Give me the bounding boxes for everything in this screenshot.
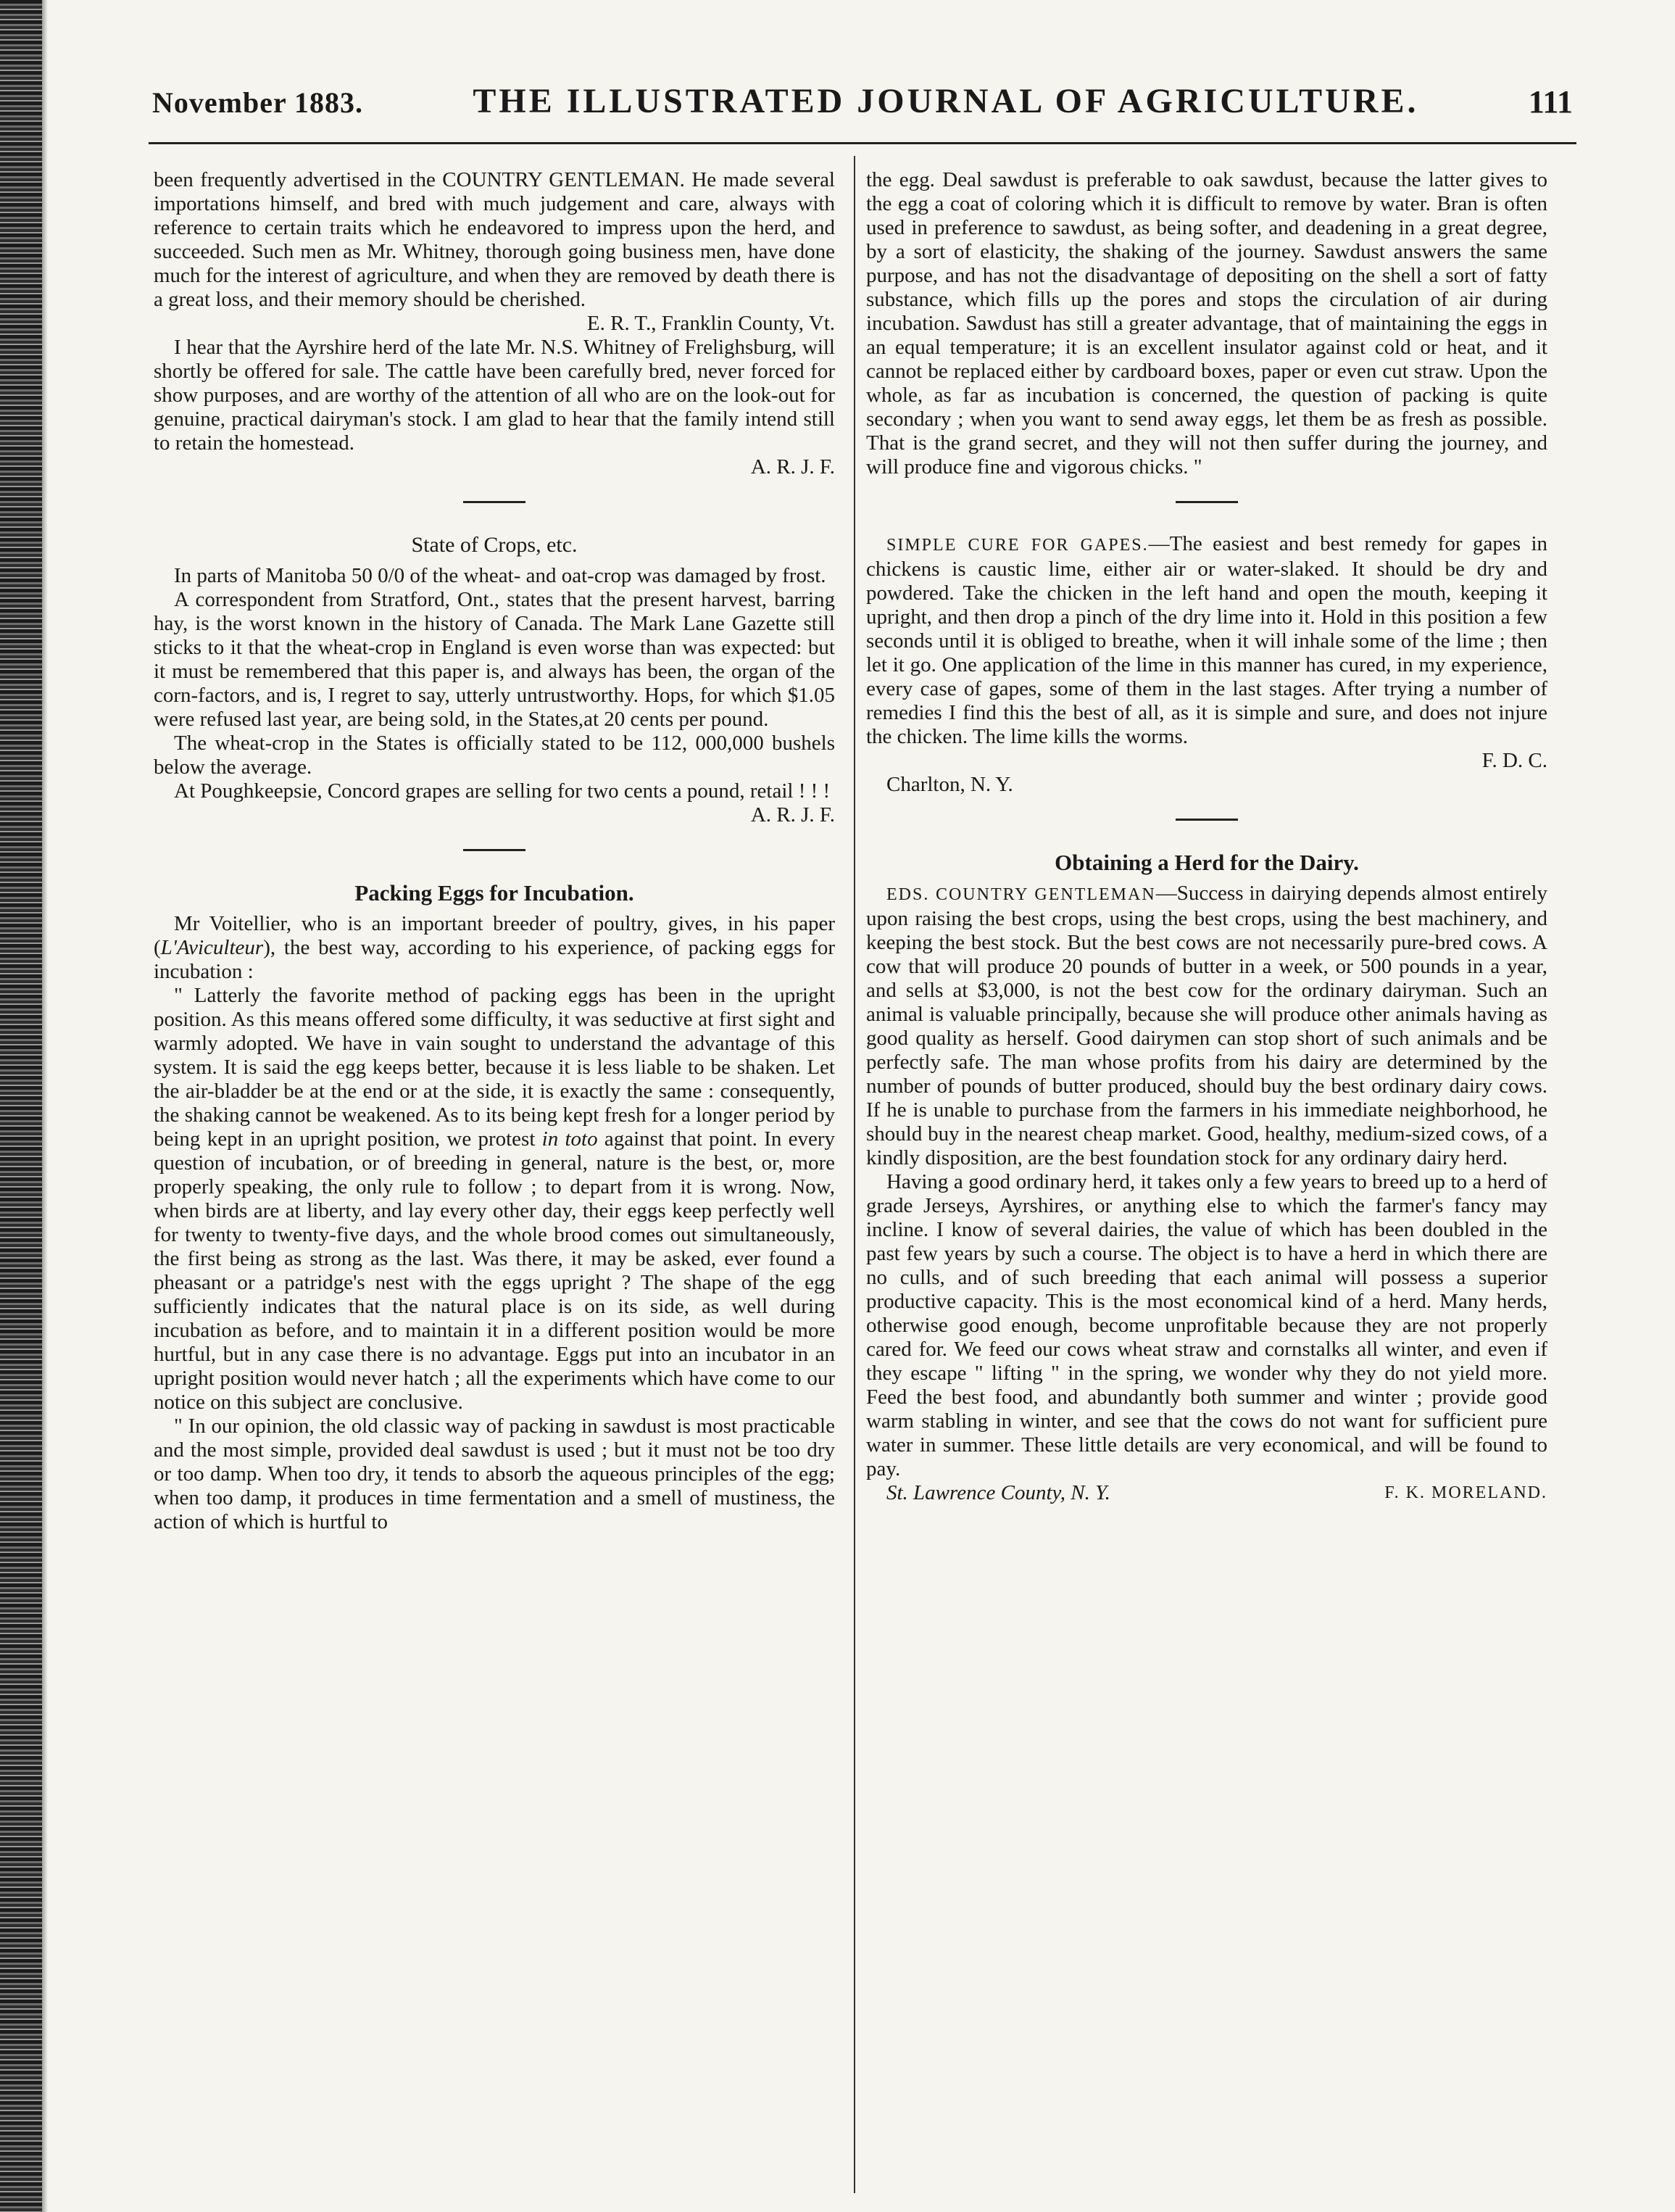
signature-ert: E. R. T., Franklin County, Vt. bbox=[586, 312, 835, 335]
herd-signature-line bbox=[866, 1481, 1547, 1505]
signature-arjf-2: A. R. J. F. bbox=[750, 803, 835, 827]
running-header bbox=[152, 81, 1573, 132]
herd-heading: Obtaining a Herd for the Dairy. bbox=[1055, 850, 1359, 875]
herd-p1-body: —Success in dairying depends almost entirely upon raising the best crops, using the best crops, using the best machinery, and keeping the best stock. But the best cows are not necessarily pure-bred cows. A cow that will produce 20 pounds of butter in a week, or 500 pounds in a year, and sells at $3,000, is not the best cow for the ordinary dairyman. Such an animal is valuable principally, because she will produce other animals having as good quality as herself. Good dairymen can stop short of such animals and be perfectly safe. The man whose profits from his dairy are determined by the number of pounds of butter produced, should buy the best ordinary dairy cows. If he is unable to purchase from the farmers in his immediate neighborhood, he should buy in the nearest cheap market. Good, healthy, medium-sized cows, of a kindly disposition, are the best foundation stock for any ordinary dairy herd. bbox=[866, 882, 1547, 1169]
gapes-body: —The easiest and best remedy for gapes in chickens is caustic lime, either air or water-slaked. It should be dry and powdered. Take the chicken in the left hand and open the mouth, keeping it upright, and then drop a pinch of the dry lime into it. Hold in this position a few seconds until it is obliged to breathe, when it will inhale some of the lime ; then let it go. One application of the lime in this manner has cured, in my experience, every case of gapes, some of them in the last stages. After trying a number of remedies I find this the best of all, as it is simple and sure, and does not injure the chicken. The lime kills the worms. bbox=[866, 532, 1547, 748]
eggs-p1-text-end: ), the best way, according to his experience, of packing eggs for incubation : bbox=[154, 936, 835, 983]
herd-salutation: EDS. COUNTRY GENTLEMAN bbox=[886, 885, 1156, 904]
crops-paragraph-4: At Poughkeepsie, Concord grapes are selling for two cents a pound, retail ! ! ! bbox=[174, 779, 831, 803]
signature-fdc: F. D. C. bbox=[1481, 749, 1547, 772]
left-column bbox=[154, 168, 835, 2191]
eggs-continuation: the egg. Deal sawdust is preferable to oak sawdust, because the latter gives to the egg a coat of coloring which it is difficult to remove by water. Bran is often used in preference to sawdust, as being softer, and deadening in a great degree, by a sort of elasticity, the shaking of the journey. Sawdust answers the same purpose, and has not the disadvantage of depositing on the shell a sort of fatty substance, which fills up the pores and stops the circulation of air during incubation. Sawdust has still a greater advantage, that of maintaining the eggs in an equal temperature; it is an excellent insulator against cold or heat, and it cannot be replaced either by cardboard boxes, paper or even cut straw. Upon the whole, as far as incubation is concerned, the question of packing is quite secondary ; when you want to send away eggs, let them be as fresh as possible. That is the grand secret, and they will not then suffer during the journey, and will produce fine and vigorous chicks. " bbox=[866, 168, 1547, 479]
header-rule bbox=[149, 142, 1576, 144]
eggs-heading: Packing Eggs for Incubation. bbox=[354, 880, 634, 906]
eggs-paragraph-3: " In our opinion, the old classic way of packing in sawdust is most practicable and the most simple, provided deal sawdust is used ; but it must not be too dry or too damp. When too dry, it tends to absorb the aqueous principles of the egg; when too damp, it produces in time fermentation and a smell of mustiness, the action of which is hurtful to bbox=[154, 1414, 835, 1533]
eggs-paragraph-1 bbox=[154, 912, 835, 984]
column-divider bbox=[854, 156, 855, 2193]
section-separator bbox=[463, 501, 525, 503]
right-column bbox=[866, 168, 1547, 2191]
herd-paragraph-2: Having a good ordinary herd, it takes only a few years to breed up to a herd of grade Jerseys, Ayrshires, or anything else to which the farmer's fancy may incline. I know of several dairies, the value of which has been doubled in the past few years by such a course. The object is to have a herd in which there are no culls, and of such breeding that each animal will possess a superior productive capacity. This is the most economical kind of a herd. Many herds, otherwise good enough, become unprofitable because they are not properly cared for. We feed our cows wheat straw and cornstalks all winter, and even if they escape " lifting " in the spring, we wonder why they do not yield more. Feed the best food, and abundantly both summer and winter ; provide good warm stabling in winter, and see that the cows do not want for sufficient pure water in summer. These little details are very economical, and will be found to pay. bbox=[866, 1170, 1547, 1480]
gapes-paragraph bbox=[866, 532, 1547, 749]
section-separator bbox=[1176, 501, 1238, 503]
issue-date: November 1883. bbox=[152, 86, 363, 119]
page-number: 111 bbox=[1528, 84, 1573, 120]
binding-edge bbox=[0, 0, 42, 2212]
crops-heading: State of Crops, etc. bbox=[411, 533, 578, 557]
crops-paragraph-1: In parts of Manitoba 50 0/0 of the wheat- and oat-crop was damaged by frost. bbox=[174, 564, 826, 587]
journal-title: THE ILLUSTRATED JOURNAL OF AGRICULTURE. bbox=[473, 82, 1419, 120]
gapes-place: Charlton, N. Y. bbox=[886, 773, 1013, 796]
continued-paragraph: been frequently advertised in the COUNTRY GENTLEMAN. He made several importations himself, and bred with much judgement and care, always with reference to certain traits which he endeavored to impress upon the herd, and succeeded. Such men as Mr. Whitney, thorough going business men, have done much for the interest of agriculture, and when they are removed by death there is a great loss, and their memory should be cherished. bbox=[154, 168, 835, 311]
herd-signature: F. K. MORELAND. bbox=[1384, 1483, 1547, 1502]
section-separator bbox=[1176, 819, 1238, 821]
in-toto-italic: in toto bbox=[541, 1127, 598, 1151]
crops-paragraph-2: A correspondent from Stratford, Ont., states that the present harvest, barring hay, is the worst known in the history of Canada. The Mark Lane Gazette still sticks to it that the wheat-crop in England is even worse than was expected: but it must be remembered that this paper is, and always has been, the organ of the corn-factors, and is, I regret to say, utterly untrustworthy. Hops, for which $1.05 were refused last year, are being sold, in the States,at 20 cents per pound. bbox=[154, 588, 835, 731]
section-separator bbox=[463, 849, 525, 851]
eggs-p2-text: " Latterly the favorite method of packing eggs has been in the upright position. As this means offered some difficulty, it was seductive at first sight and warmly adopted. We have in vain sought to understand the advantage of this system. It is said the egg keeps better, because it is less liable to be shaken. Let the air-bladder be at the end or at the side, it is exactly the same : consequently, the shaking cannot be weakened. As to its being kept fresh for a longer period by being kept in an upright position, we protest bbox=[154, 984, 835, 1151]
eggs-p1-text: Mr Voitellier, who is an important breeder of poultry, gives, in his paper ( bbox=[154, 912, 835, 959]
gapes-title: SIMPLE CURE FOR GAPES. bbox=[886, 536, 1149, 555]
herd-paragraph-1 bbox=[866, 882, 1547, 1170]
paper-title: L'Aviculteur bbox=[160, 936, 264, 959]
eggs-p2-text-end: against that point. In every question of incubation, or of breeding in general, nature is the best, or, more properly speaking, the only rule to follow ; to depart from it is wrong. Now, when birds are at liberty, and lay every other day, their eggs keep perfectly well for twenty to twenty-five days, and the whole brood comes out simultaneously, the first being as strong as the last. Was there, it may be asked, ever found a pheasant or a patridge's nest with the eggs upright ? The shape of the egg sufficiently indicates that the natural place is on its side, as well during incubation as before, and to maintain it in a different position would be more hurtful, but in any case there is no advantage. Eggs put into an incubator in an upright position would never hatch ; all the experiments which have come to our notice on this subject are conclusive. bbox=[154, 1127, 835, 1414]
crops-paragraph-3: The wheat-crop in the States is officially stated to be 112, 000,000 bushels below the average. bbox=[154, 732, 835, 779]
signature-arjf-1: A. R. J. F. bbox=[750, 455, 835, 479]
eggs-paragraph-2 bbox=[154, 984, 835, 1414]
ayrshire-paragraph: I hear that the Ayrshire herd of the late Mr. N.S. Whitney of Frelighsburg, will shortly be offered for sale. The cattle have been carefully bred, never forced for show purposes, and are worthy of the attention of all who are on the look-out for genuine, practical dairyman's stock. I am glad to hear that the family intend still to retain the homestead. bbox=[154, 336, 835, 455]
herd-place: St. Lawrence County, N. Y. bbox=[886, 1481, 1110, 1504]
